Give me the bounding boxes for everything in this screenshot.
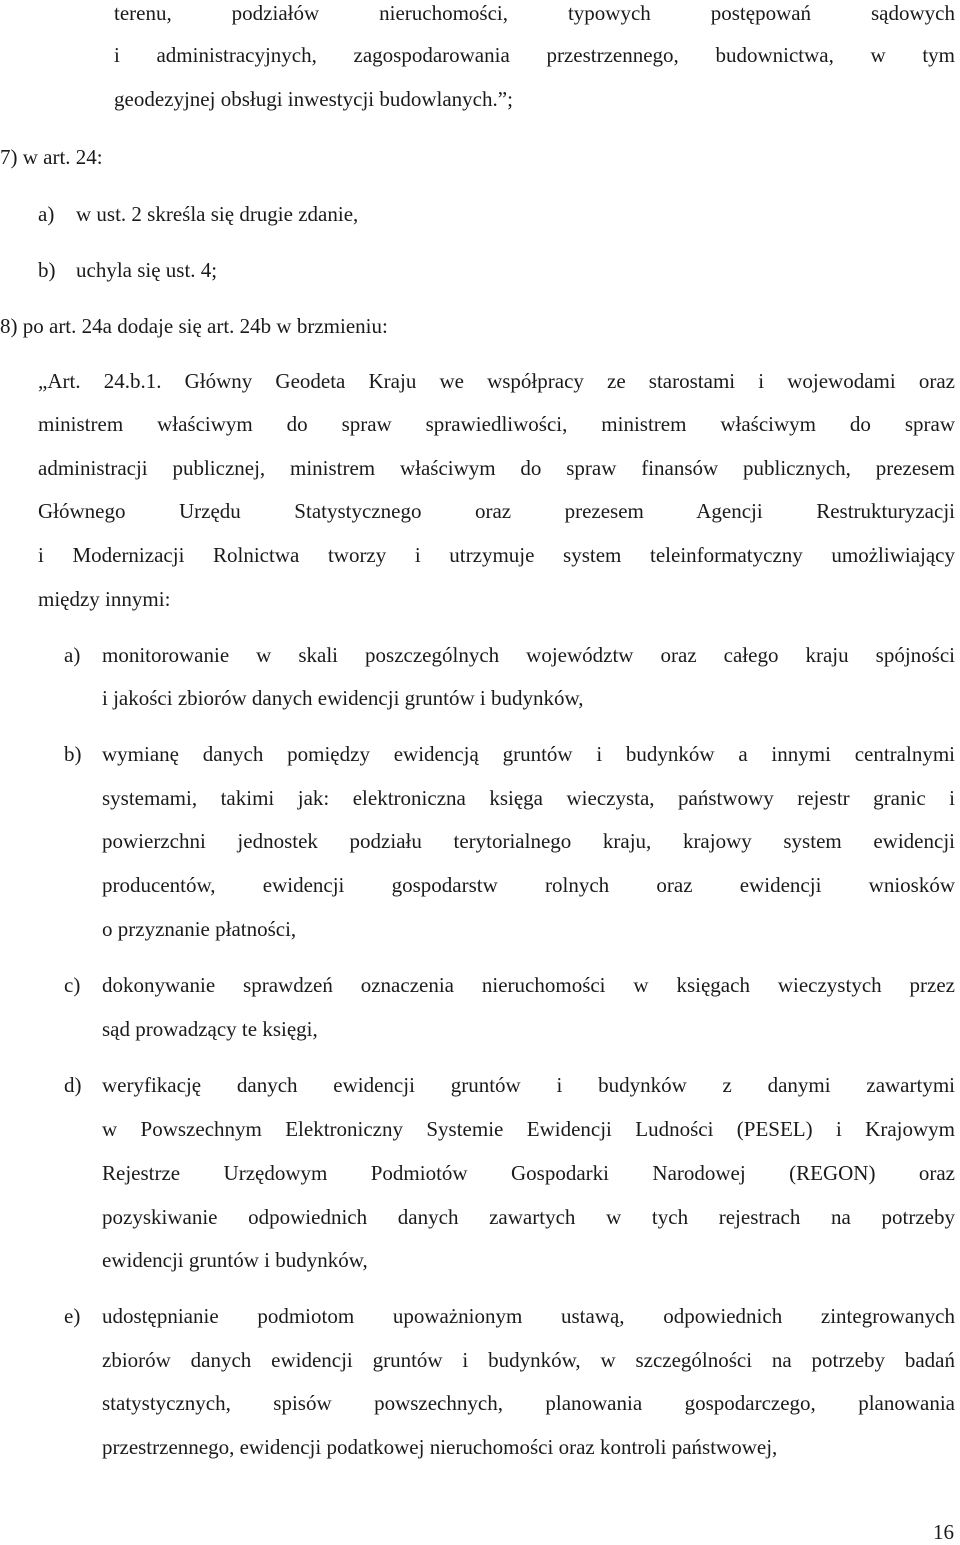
point-b-line-3: powierzchni jednostek podziału terytorialnego kraju, krajowy system ewidencji (102, 829, 955, 853)
point-e-line-1: udostępnianie podmiotom upoważnionym ustawą, odpowiednich zintegrowanych (102, 1304, 955, 1328)
point-b-label: b) (64, 742, 82, 766)
continuation-line-3: geodezyjnej obsługi inwestycji budowlanych.”; (114, 87, 513, 111)
point-d-line-2: w Powszechnym Elektroniczny Systemie Ewidencji Ludności (PESEL) i Krajowym (102, 1117, 955, 1141)
point-e-label: e) (64, 1304, 81, 1328)
point-d-line-5: ewidencji gruntów i budynków, (102, 1248, 368, 1272)
continuation-line-2: i administracyjnych, zagospodarowania przestrzennego, budownictwa, w tym (114, 43, 955, 67)
page-number: 16 (933, 1520, 954, 1544)
art-24b-line-5: i Modernizacji Rolnictwa tworzy i utrzymuje system teleinformatyczny umożliwiający (38, 543, 955, 567)
point-a-line-2: i jakości zbiorów danych ewidencji gruntów i budynków, (102, 686, 584, 710)
item-7-a-label: a) (38, 202, 55, 226)
point-e-line-3: statystycznych, spisów powszechnych, planowania gospodarczego, planowania (102, 1391, 955, 1415)
art-24b-line-4: Głównego Urzędu Statystycznego oraz prezesem Agencji Restrukturyzacji (38, 499, 955, 523)
point-e-line-4: przestrzennego, ewidencji podatkowej nieruchomości oraz kontroli państwowej, (102, 1435, 778, 1459)
point-b-line-1: wymianę danych pomiędzy ewidencją gruntów i budynków a innymi centralnymi (102, 742, 955, 766)
item-8-heading: 8) po art. 24a dodaje się art. 24b w brzmieniu: (0, 314, 388, 338)
point-c-label: c) (64, 973, 81, 997)
point-c-line-2: sąd prowadzący te księgi, (102, 1017, 318, 1041)
point-b-line-5: o przyznanie płatności, (102, 917, 297, 941)
art-24b-line-6: między innymi: (38, 587, 171, 611)
point-a-line-1: monitorowanie w skali poszczególnych województw oraz całego kraju spójności (102, 643, 955, 667)
art-24b-line-2: ministrem właściwym do spraw sprawiedliwości, ministrem właściwym do spraw (38, 412, 955, 436)
point-e-line-2: zbiorów danych ewidencji gruntów i budynków, w szczególności na potrzeby badań (102, 1348, 955, 1372)
point-d-line-3: Rejestrze Urzędowym Podmiotów Gospodarki Narodowej (REGON) oraz (102, 1161, 955, 1185)
point-a-label: a) (64, 643, 81, 667)
art-24b-line-1: „Art. 24.b.1. Główny Geodeta Kraju we współpracy ze starostami i wojewodami oraz (38, 369, 955, 393)
point-b-line-2: systemami, takimi jak: elektroniczna księga wieczysta, państwowy rejestr granic i (102, 786, 955, 810)
item-7-b-text: uchyla się ust. 4; (76, 258, 218, 282)
point-b-line-4: producentów, ewidencji gospodarstw rolnych oraz ewidencji wniosków (102, 873, 955, 897)
continuation-line-1: terenu, podziałów nieruchomości, typowych postępowań sądowych (114, 1, 955, 25)
point-d-line-1: weryfikację danych ewidencji gruntów i budynków z danymi zawartymi (102, 1073, 955, 1097)
item-7-heading: 7) w art. 24: (0, 145, 103, 169)
item-7-a-text: w ust. 2 skreśla się drugie zdanie, (76, 202, 359, 226)
point-d-label: d) (64, 1073, 82, 1097)
art-24b-line-3: administracji publicznej, ministrem właściwym do spraw finansów publicznych, prezesem (38, 456, 955, 480)
point-d-line-4: pozyskiwanie odpowiednich danych zawartych w tych rejestrach na potrzeby (102, 1205, 955, 1229)
point-c-line-1: dokonywanie sprawdzeń oznaczenia nieruchomości w księgach wieczystych przez (102, 973, 955, 997)
item-7-b-label: b) (38, 258, 56, 282)
